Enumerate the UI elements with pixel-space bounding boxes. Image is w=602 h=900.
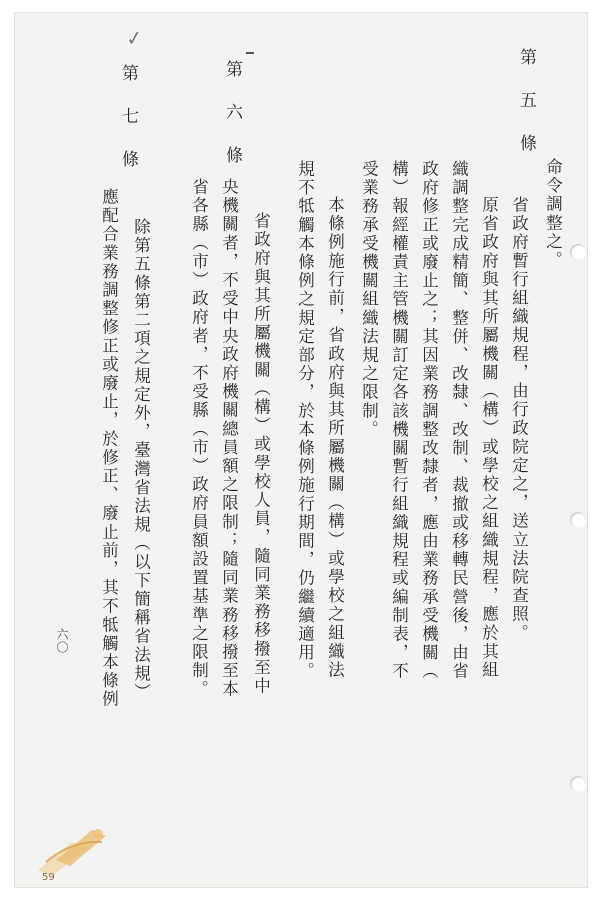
article-5-heading: 第五條 — [516, 48, 536, 177]
text-column: 織調整完成精簡、整併、改隸、改制、裁撤或移轉民營後，由省 — [449, 160, 469, 681]
text-column: 央機關者，不受中央政府機關總員額之限制；隨同業務移撥至本 — [219, 178, 239, 699]
text-column: 本條例施行前，省政府與其所屬機關（構）或學校之組織法 — [325, 196, 345, 680]
text-column: 省各縣（市）政府者，不受縣（市）政府員額設置基準之限制。 — [189, 178, 209, 699]
text-column: 命令調整之。 — [543, 158, 563, 270]
ink-mark — [246, 52, 254, 54]
punch-hole — [570, 776, 586, 792]
text-column: 省政府暫行組織規程，由行政院定之，送立法院查照。 — [509, 196, 529, 643]
text-column: 政府修正或廢止之；其因業務調整改隸者，應由業務承受機關（ — [419, 160, 439, 681]
text-column: 省政府與其所屬機關（構）或學校人員，隨同業務移撥至中 — [251, 212, 271, 696]
punch-hole — [570, 244, 586, 260]
document-page — [14, 12, 588, 888]
check-mark-icon: ✓ — [124, 24, 145, 52]
article-6-heading: 第六條 — [222, 60, 242, 189]
text-column: 應配合業務調整修正或廢止，於修正、廢止前，其不牴觸本條例 — [99, 188, 119, 709]
library-logo-icon — [32, 812, 122, 882]
punch-hole — [570, 512, 586, 528]
svg-text:59: 59 — [42, 872, 55, 882]
page-number: 六〇 — [55, 628, 69, 654]
text-column: 構）報經權責主管機關訂定各該機關暫行組織規程或編制表，不 — [389, 160, 409, 681]
text-column: 受業務承受機關組織法規之限制。 — [359, 160, 379, 439]
text-column: 原省政府與其所屬機關（構）或學校之組織規程，應於其組 — [479, 196, 499, 680]
article-7-heading: 第七條 — [118, 64, 138, 193]
text-column: 除第五條第二項之規定外，臺灣省法規（以下簡稱省法規） — [131, 218, 151, 702]
text-column: 規不牴觸本條例之規定部分，於本條例施行期間，仍繼續適用。 — [295, 160, 315, 681]
